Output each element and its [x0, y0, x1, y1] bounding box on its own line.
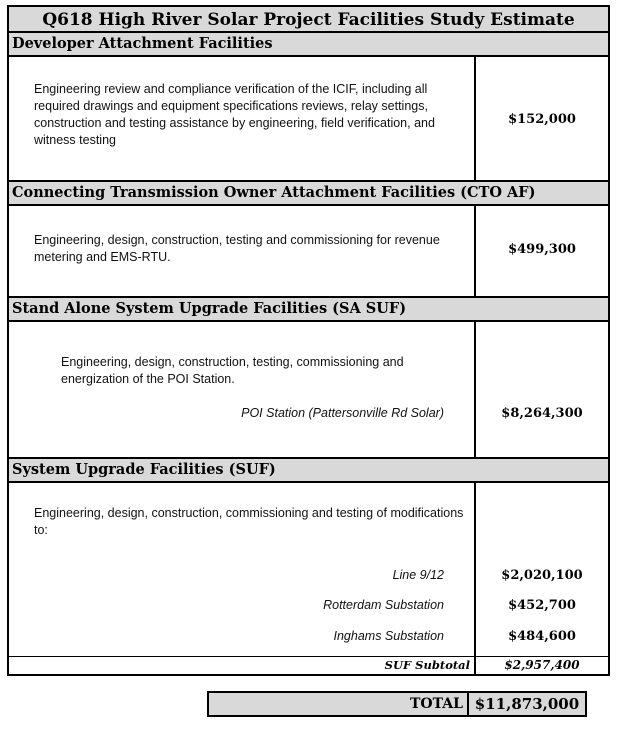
- section-amount: $152,000: [508, 112, 576, 127]
- section-body-cto-af: [7, 206, 610, 298]
- line-item-amount: $452,700: [508, 598, 576, 613]
- subtotal-label: SUF Subtotal: [9, 657, 476, 674]
- subtotal-amount: $2,957,400: [504, 658, 580, 672]
- line-item-label: POI Station (Pattersonville Rd Solar): [241, 406, 444, 420]
- section-amount: $499,300: [508, 242, 576, 257]
- section-amount: $8,264,300: [501, 406, 583, 421]
- suf-subtotal-row: [9, 656, 608, 674]
- section-description: Engineering, design, construction, testing and commissioning for revenue metering and EMS-RTU.: [9, 206, 476, 296]
- line-item-label: Rotterdam Substation: [323, 598, 444, 612]
- section-heading-sa-suf: Stand Alone System Upgrade Facilities (SA SUF): [7, 298, 610, 322]
- section-heading-suf: System Upgrade Facilities (SUF): [7, 459, 610, 483]
- total-row: [207, 691, 587, 717]
- section-heading-cto-af: Connecting Transmission Owner Attachment Facilities (CTO AF): [7, 182, 610, 206]
- line-item-amount: $2,020,100: [501, 568, 583, 583]
- section-body-suf: [7, 483, 610, 676]
- total-label: TOTAL: [209, 693, 469, 715]
- section-body-sa-suf: [7, 322, 610, 459]
- section-body-developer-attachment: [7, 57, 610, 182]
- total-amount: $11,873,000: [474, 695, 580, 713]
- line-item-label: Inghams Substation: [333, 629, 444, 643]
- section-heading-developer-attachment: Developer Attachment Facilities: [7, 33, 610, 57]
- line-item-amount: $484,600: [508, 629, 576, 644]
- section-description: Engineering, design, construction, testing, commissioning and energization of the POI Station.: [61, 355, 404, 386]
- section-description: Engineering, design, construction, commissioning and testing of modifications to:: [34, 506, 464, 537]
- line-item-label: Line 9/12: [392, 568, 444, 582]
- section-description: Engineering review and compliance verification of the ICIF, including all required drawings and equipment specifications reviews, relay settings, construction and testing assistance by engineering, field verification, and witness testing: [9, 57, 476, 180]
- table-title: Q618 High River Solar Project Facilities Study Estimate: [7, 5, 610, 33]
- estimate-table: [7, 5, 610, 676]
